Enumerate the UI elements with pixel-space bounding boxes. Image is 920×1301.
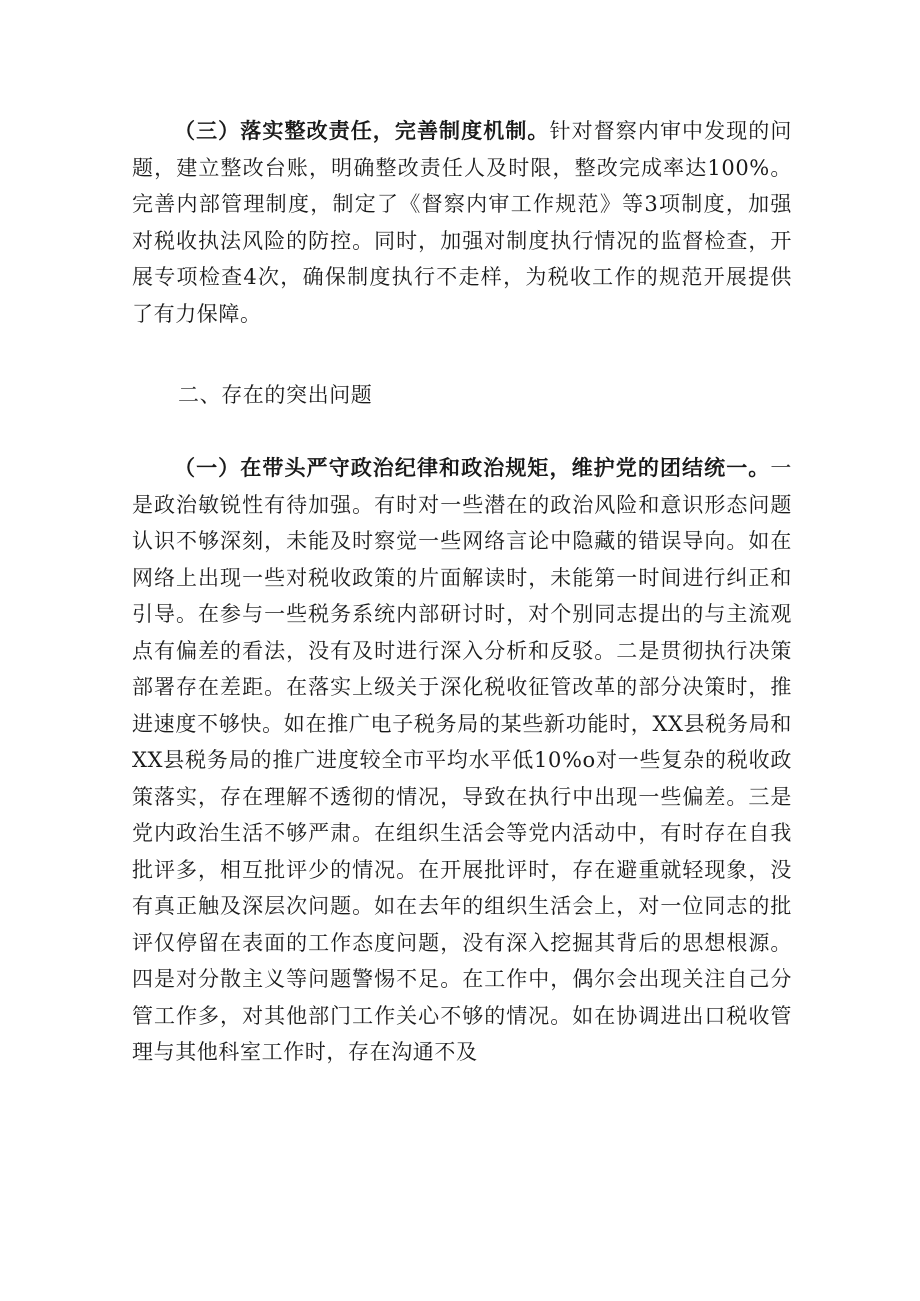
section-heading-problems: 二、存在的突出问题 [178,383,373,407]
section-one-lead: （一）在带头严守政治纪律和政治规矩，维护党的团结统一。 [174,455,771,480]
section-one-paragraph [132,450,792,1071]
section-three-body: 针对督察内审中发现的问题，建立整改台账，明确整改责任人及时限，整改完成率达100%。完善内部管理制度，制定了《督察内审工作规范》等3项制度，加强对税收执法风险的防控。同时，加强对制度执行情况的监督检查，开展专项检查4次，确保制度执行不走样，为税收工作的规范开展提供了有力保障。 [132,119,792,326]
section-three-paragraph [132,113,792,332]
section-three-lead: （三）落实整改责任，完善制度机制。 [174,118,550,143]
section-one-body: 一是政治敏锐性有待加强。有时对一些潜在的政治风险和意识形态问题认识不够深刻，未能及时察觉一些网络言论中隐藏的错误导向。如在网络上出现一些对税收政策的片面解读时，未能第一时间进行纠正和引导。在参与一些税务系统内部研讨时，对个别同志提出的与主流观点有偏差的看法，没有及时进行深入分析和反驳。二是贯彻执行决策部署存在差距。在落实上级关于深化税收征管改革的部分决策时，推进速度不够快。如在推广电子税务局的某些新功能时，XX县税务局和XX县税务局的推广进度较全市平均水平低10%o对一些复杂的税收政策落实，存在理解不透彻的情况，导致在执行中出现一些偏差。三是党内政治生活不够严肃。在组织生活会等党内活动中，有时存在自我批评多，相互批评少的情况。在开展批评时，存在避重就轻现象，没有真正触及深层次问题。如在去年的组织生活会上，对一位同志的批评仅停留在表面的工作态度问题，没有深入挖掘其背后的思想根源。四是对分散主义等问题警惕不足。在工作中，偶尔会出现关注自己分管工作多，对其他部门工作关心不够的情况。如在协调进出口税收管理与其他科室工作时，存在沟通不及 [132,456,792,1064]
